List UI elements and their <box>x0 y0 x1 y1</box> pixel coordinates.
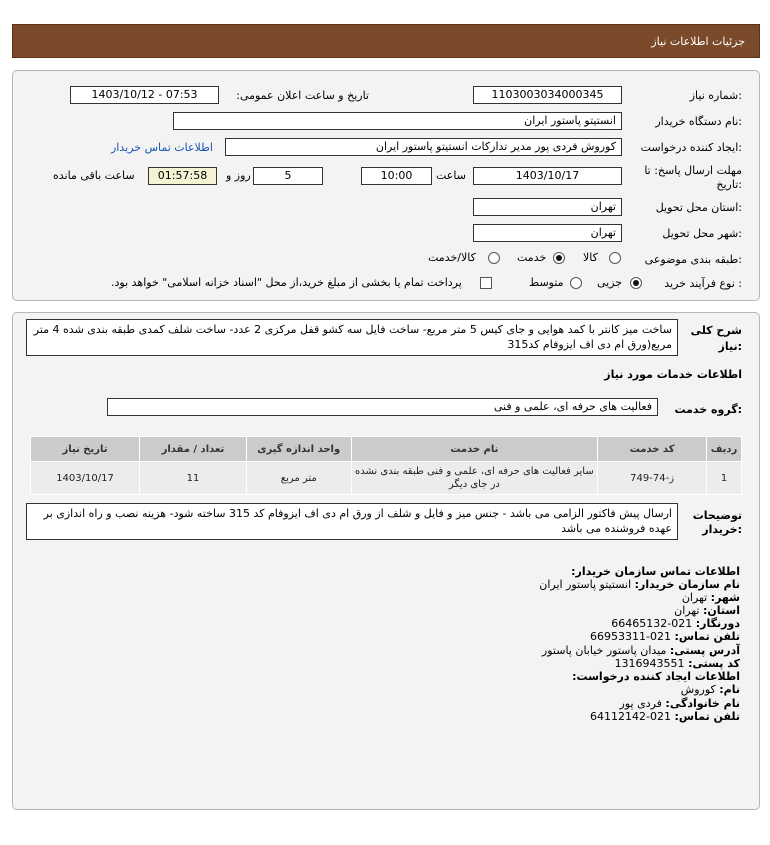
province-field: تهران <box>473 198 622 216</box>
contact-org: نام سازمان خریدار: انستیتو پاستور ایران <box>539 578 740 591</box>
service-group-field: فعالیت های حرفه ای، علمی و فنی <box>107 398 658 416</box>
category-radio-goods-service[interactable] <box>488 252 500 264</box>
category-option-service: خدمت <box>517 251 547 264</box>
creator-phone: تلفن تماس: 021-64112142 <box>590 710 740 723</box>
col-unit: واحد اندازه گیری <box>246 437 351 462</box>
city-field: تهران <box>473 224 622 242</box>
category-radio-goods[interactable] <box>609 252 621 264</box>
details-panel <box>12 70 760 301</box>
announce-label: تاریخ و ساعت اعلان عمومی: <box>236 89 369 102</box>
remaining-time-field: 01:57:58 <box>148 167 217 185</box>
process-radio-minor[interactable] <box>630 277 642 289</box>
process-option-medium: متوسط <box>529 276 564 289</box>
days-field: 5 <box>253 167 323 185</box>
page-header <box>12 24 760 58</box>
buyer-notes-label-2: خریدار: <box>702 523 742 536</box>
time-label: ساعت <box>436 169 466 182</box>
description-text: ساخت میز کانتر با کمد هوایی و جای کیس 5 متر مربع- ساخت فایل سه کشو قفل مرکزی 2 عدد- ساخت شلف کمدی طبقه بندی شده 4 متر مربع(ورق ام دی اف ایزوفام کد315 <box>33 323 672 351</box>
remaining-label: ساعت باقی مانده <box>53 169 135 182</box>
need-number-label: شماره نیاز: <box>689 89 742 102</box>
process-label: نوع فرآیند خرید : <box>664 277 742 290</box>
col-quantity: تعداد / مقدار <box>140 437 247 462</box>
col-row: ردیف <box>707 437 742 462</box>
cell-quantity: 11 <box>140 462 247 495</box>
buyer-notes-box <box>26 503 678 540</box>
buyer-org-field: انستیتو پاستور ایران <box>173 112 622 130</box>
creator-field: کوروش فردی پور مدیر تدارکات انستیتو پاستور ایران <box>225 138 622 156</box>
province-label: استان محل تحویل: <box>655 201 742 214</box>
city-label: شهر محل تحویل: <box>662 227 742 240</box>
contact-phone: تلفن تماس: 021-66953311 <box>590 630 740 643</box>
contact-city: شهر: تهران <box>681 591 740 604</box>
description-label-2: نیاز: <box>718 340 742 353</box>
services-section-title: اطلاعات خدمات مورد نیاز <box>604 368 742 381</box>
buyer-contact-link[interactable]: اطلاعات تماس خریدار <box>111 141 213 154</box>
category-label: طبقه بندی موضوعی: <box>644 253 742 266</box>
cell-service-name: سایر فعالیت های حرفه ای، علمی و فنی طبقه بندی نشده در جای دیگر <box>351 462 598 495</box>
col-service-code: کد خدمت <box>598 437 707 462</box>
buyer-org-label: نام دستگاه خریدار: <box>655 115 742 128</box>
process-radio-medium[interactable] <box>570 277 582 289</box>
contact-postal: کد پستی: 1316943551 <box>614 657 740 670</box>
col-service-name: نام خدمت <box>351 437 598 462</box>
service-group-label: گروه خدمت: <box>674 403 742 416</box>
contact-title: اطلاعات تماس سازمان خریدار: <box>571 565 740 578</box>
cell-row: 1 <box>707 462 742 495</box>
creator-family: نام خانوادگی: فردی پور <box>619 697 740 710</box>
deadline-label-1: مهلت ارسال پاسخ: تا <box>644 164 742 177</box>
services-table-header <box>31 437 742 462</box>
contact-province: استان: تهران <box>674 604 740 617</box>
table-row <box>31 462 742 495</box>
col-need-date: تاریخ نیاز <box>31 437 140 462</box>
need-number-field: 1103003034000345 <box>473 86 622 104</box>
category-option-goods: کالا <box>583 251 598 264</box>
deadline-label-2: تاریخ: <box>716 178 742 191</box>
cell-need-date: 1403/10/17 <box>31 462 140 495</box>
deadline-date-field: 1403/10/17 <box>473 167 622 185</box>
contact-address: آدرس پستی: میدان پاستور خیابان پاستور <box>541 644 740 657</box>
announce-field: 1403/10/12 - 07:53 <box>70 86 219 104</box>
description-box <box>26 319 678 356</box>
description-panel <box>12 312 760 810</box>
category-radio-service[interactable] <box>553 252 565 264</box>
days-label: روز و <box>226 169 251 182</box>
description-label-1: شرح کلی <box>690 324 742 337</box>
cell-service-code: ز-74-749 <box>598 462 707 495</box>
creator-label: ایجاد کننده درخواست: <box>640 141 742 154</box>
cell-unit: متر مربع <box>246 462 351 495</box>
creator-info-title: اطلاعات ایجاد کننده درخواست: <box>572 670 740 683</box>
creator-name: نام: کوروش <box>680 683 740 696</box>
process-option-minor: جزیی <box>597 276 623 289</box>
deadline-time-field: 10:00 <box>361 167 432 185</box>
page-title: جزئیات اطلاعات نیاز <box>651 35 745 48</box>
buyer-notes-label-1: توضیحات <box>692 509 742 522</box>
buyer-notes-text: ارسال پیش فاکتور الزامی می باشد - جنس میز و فایل و شلف از ورق ام دی اف ایزوفام کد 315 ساخته شود- هزینه نصب و راه اندازی بر عهده فروشنده می باشد <box>43 507 672 535</box>
services-table <box>30 436 742 495</box>
treasury-payment-checkbox[interactable] <box>480 277 492 289</box>
payment-note: پرداخت تمام یا بخشی از مبلغ خرید،از محل "اسناد خزانه اسلامی" خواهد بود. <box>111 276 462 289</box>
category-option-goods-service: کالا/خدمت <box>428 251 476 264</box>
contact-fax: دورنگار: 021-66465132 <box>611 617 740 630</box>
